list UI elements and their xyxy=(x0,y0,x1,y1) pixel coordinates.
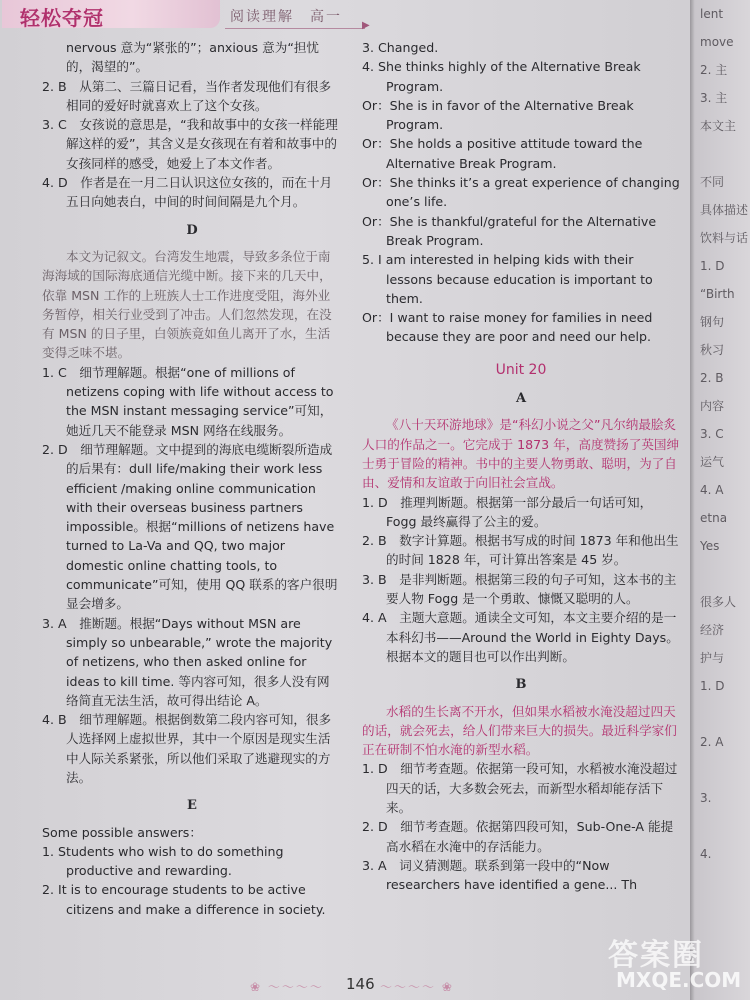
answer-item: 2. It is to encourage students to be active citizens and make a difference in society. xyxy=(42,882,326,917)
answer-item: 4. B 细节理解题。根据倒数第二段内容可知，很多人选择网上虚拟世界，其中一个原因是现实生活中人际关系紧张，所以他们采取了逃避现实的方法。 xyxy=(42,712,332,785)
header-divider xyxy=(225,28,365,29)
unit-title: Unit 20 xyxy=(495,361,547,378)
section-heading-d: D xyxy=(186,222,198,238)
answer-item: 1. C 细节理解题。根据“one of millions of netizens coping with life without access to the MSN instant messaging service”可知，她近几天不能登录 MSN 网络在线服务。 xyxy=(42,364,334,438)
answer-item: 1. D 推理判断题。根据第一部分最后一句话可知，Fogg 最终赢得了公主的爱。 xyxy=(362,494,653,529)
answer-item: 3. Changed. xyxy=(362,40,439,55)
left-column xyxy=(42,38,342,919)
answer-item: nervous 意为“紧张的”；anxious 意为“担忧的，渴望的”。 xyxy=(66,40,320,75)
answer-item: 1. Students who wish to do something productive and rewarding. xyxy=(42,843,284,879)
answer-item: 2. D 细节理解题。文中提到的海底电缆断裂所造成的后果有：dull life/making their work less efficient /making online communication with their overseas business partners impossible。根据“millions of netizens have turned to La-Va and QQ, two major domestic online chatting tools, to communicate”可知，使用 QQ 联系的客户很明显会增多。 xyxy=(42,441,338,612)
alternative-answer: Or：She is in favor of the Alternative Break Program. xyxy=(362,97,634,133)
page-header xyxy=(0,0,700,30)
section-heading-a: A xyxy=(515,391,527,407)
alternative-answer: Or：She is thankful/grateful for the Alternative Break Program. xyxy=(362,213,657,248)
answer-item: 4. A 主题大意题。通读全文可知，本文主要介绍的是一本科幻书——Around the World in Eighty Days。根据本文的题目也可以作出判断。 xyxy=(362,610,679,664)
answer-item: 2. D 细节考查题。依据第四段可知，Sub-One-A 能提高水稻在水淹中的存活能力。 xyxy=(362,819,674,854)
watermark xyxy=(598,930,748,1000)
page-footer xyxy=(0,970,700,1000)
answer-item: 4. D 作者是在一月二日认识这位女孩的，而在十月五日向她表白，中间的时间间隔是九个月。 xyxy=(42,175,333,210)
answer-item: 4. She thinks highly of the Alternative Break Program. xyxy=(362,59,641,94)
answer-item: 1. D 细节考查题。依据第一段可知，水稻被水淹没超过四天的话，大多数会死去，而新型水稻却能存活下来。 xyxy=(362,761,678,815)
flourish-icon: ～～～～ ❀ xyxy=(380,980,454,994)
header-title: 阅读理解 高一 xyxy=(230,9,342,25)
watermark-url: MXQE.COM xyxy=(616,968,742,992)
book-logo xyxy=(2,0,220,28)
answer-item: 3. C 女孩说的意思是，“我和故事中的女孩一样能理解这样的爱”，其含义是女孩现在有着和故事中的女孩同样的感受，她爱上了本文作者。 xyxy=(42,117,338,171)
page-number: 146 xyxy=(346,975,375,993)
watermark-text: 答案圈 xyxy=(608,938,704,973)
flourish-icon: ❀ ～～～～ xyxy=(250,980,324,994)
adjacent-page-text: lent move 2. 主 3. 主 本文主 不同 具体描述 饮料与话 1. D “Birth 钢句 秋习 2. B 内容 3. C 运气 4. A etna Yes 很多人 经济 护与 1. D 2. A 3. 4. xyxy=(700,7,749,861)
answer-item: 2. B 数字计算题。根据书写成的时间 1873 年和他出生的时间 1828 年，可计算出答案是 45 岁。 xyxy=(362,533,679,568)
section-heading-e: E xyxy=(187,798,197,814)
answer-item: 3. A 词义猜测题。联系到第一段中的“Now researchers have identified a gene... Th xyxy=(362,857,638,893)
right-column xyxy=(362,38,680,894)
answer-item: 3. B 是非判断题。根据第三段的句子可知，这本书的主要人物 Fogg 是一个勇敢、慷慨又聪明的人。 xyxy=(362,571,677,607)
answers-intro: Some possible answers： xyxy=(42,824,202,840)
section-summary: 水稻的生长离不开水，但如果水稻被水淹没超过四天的话，就会死去，给人们带来巨大的损失。最近科学家们正在研制不怕水淹的新型水稻。 xyxy=(362,703,677,758)
section-heading-b: B xyxy=(515,677,527,693)
section-summary: 《八十天环游地球》是“科幻小说之父”凡尔纳最脍炙人口的作品之一。它完成于 1873 年，高度赞扬了英国绅士勇于冒险的精神。书中的主要人物勇敢、聪明，为了自由、爱情和友谊敢于向旧社会宣战。 xyxy=(362,417,680,491)
answer-item: 5. I am interested in helping kids with their lessons because education is important to them. xyxy=(362,252,653,306)
section-summary: 本文为记叙文。台湾发生地震，导致多条位于南海海域的国际海底通信光缆中断。接下来的几天中，依靠 MSN 工作的上班族人士工作进度受阻，海外业务暂停，相关行业受到了冲击。人们忽然发现，在没有 MSN 的日子里，白领族竟如鱼儿离开了水，生活变得乏味不堪。 xyxy=(42,248,332,361)
triangle-icon: ▶ xyxy=(362,20,370,31)
alternative-answer: Or：She holds a positive attitude toward the Alternative Break Program. xyxy=(362,136,643,171)
logo-text: 轻松夺冠 xyxy=(20,6,104,30)
alternative-answer: Or：I want to raise money for families in need because they are poor and need our help. xyxy=(362,310,653,345)
answer-item: 2. B 从第二、三篇日记看，当作者发现他们有很多相同的爱好时就喜欢上了这个女孩。 xyxy=(42,78,332,113)
alternative-answer: Or：She thinks it’s a great experience of changing one’s life. xyxy=(362,175,680,210)
answer-item: 3. A 推断题。根据“Days without MSN are simply so unbearable,” wrote the majority of netizens, who then asked online for ideas to kill time. 等内容可知，很多人没有网络简直无法生活，故可得出结论 A。 xyxy=(42,615,333,708)
